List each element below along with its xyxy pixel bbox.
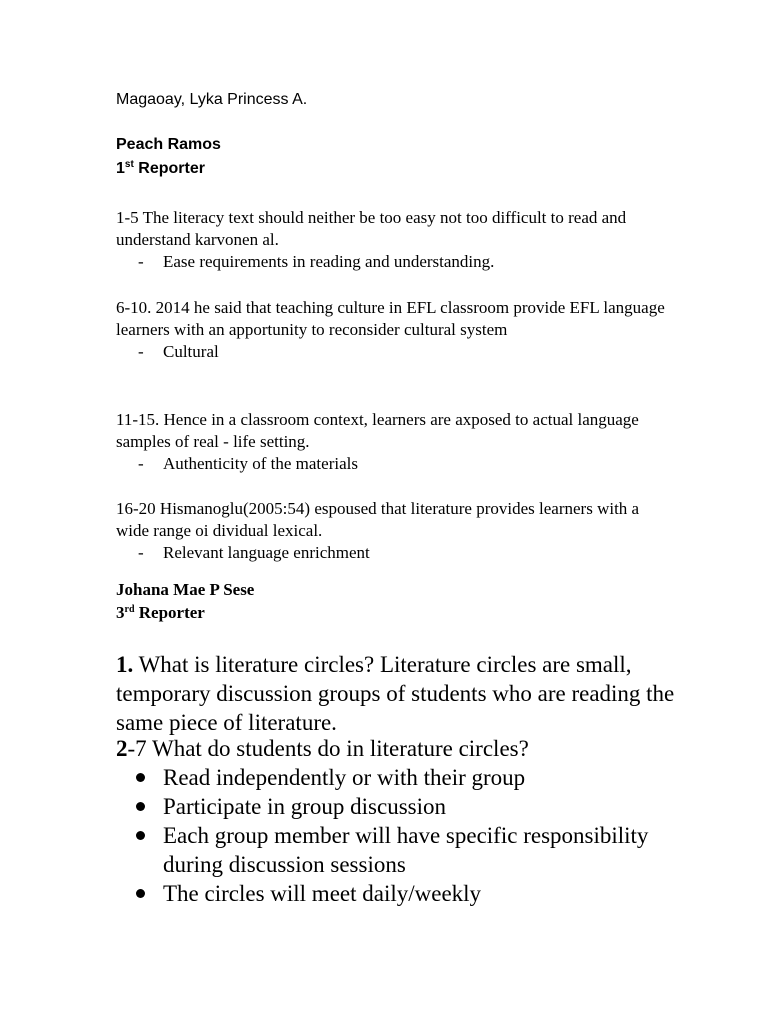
- question-1: 1. What is literature circles? Literature circles are small, temporary discussion groups of students who are reading the same piece of literature.: [116, 652, 675, 735]
- reporter1-name: Peach Ramos: [116, 136, 221, 153]
- item-sub: - Ease requirements in reading and understanding.: [138, 252, 495, 271]
- list-item: Each group member will have specific responsibility during discussion sessions: [136, 821, 676, 879]
- bullet-icon: [136, 831, 145, 840]
- list-item: The circles will meet daily/weekly: [136, 879, 676, 908]
- author-name: Magaoay, Lyka Princess A.: [116, 91, 308, 108]
- reporter1-role: 1st Reporter: [116, 159, 205, 177]
- reporter1-item-2: [116, 297, 676, 363]
- item-text: 1-5 The literacy text should neither be too easy not too difficult to read and understand karvonen al.: [116, 208, 627, 249]
- item-sub: - Authenticity of the materials: [138, 454, 358, 473]
- item-text: 11-15. Hence in a classroom context, learners are axposed to actual language samples of real - life setting.: [116, 410, 639, 451]
- bullet-icon: [136, 773, 145, 782]
- bullet-icon: [136, 889, 145, 898]
- item-sub: - Relevant language enrichment: [138, 543, 370, 562]
- reporter1-item-1: [116, 207, 676, 273]
- reporter3-name: Johana Mae P Sese: [116, 580, 255, 599]
- item-sub: - Cultural: [138, 342, 219, 361]
- item-text: 6-10. 2014 he said that teaching culture in EFL classroom provide EFL language learners with an apportunity to reconsider cultural system: [116, 298, 665, 339]
- question-2: 2-7 What do students do in literature circles?: [116, 736, 529, 761]
- reporter1-item-3: [116, 409, 676, 475]
- reporter3-role: 3rd Reporter: [116, 603, 205, 622]
- item-text: 16-20 Hismanoglu(2005:54) espoused that literature provides learners with a wide range oi dividual lexical.: [116, 499, 640, 540]
- answer-bullet-list: [136, 763, 676, 908]
- reporter1-item-4: [116, 498, 676, 564]
- list-item: Participate in group discussion: [136, 792, 676, 821]
- bullet-icon: [136, 802, 145, 811]
- list-item: Read independently or with their group: [136, 763, 676, 792]
